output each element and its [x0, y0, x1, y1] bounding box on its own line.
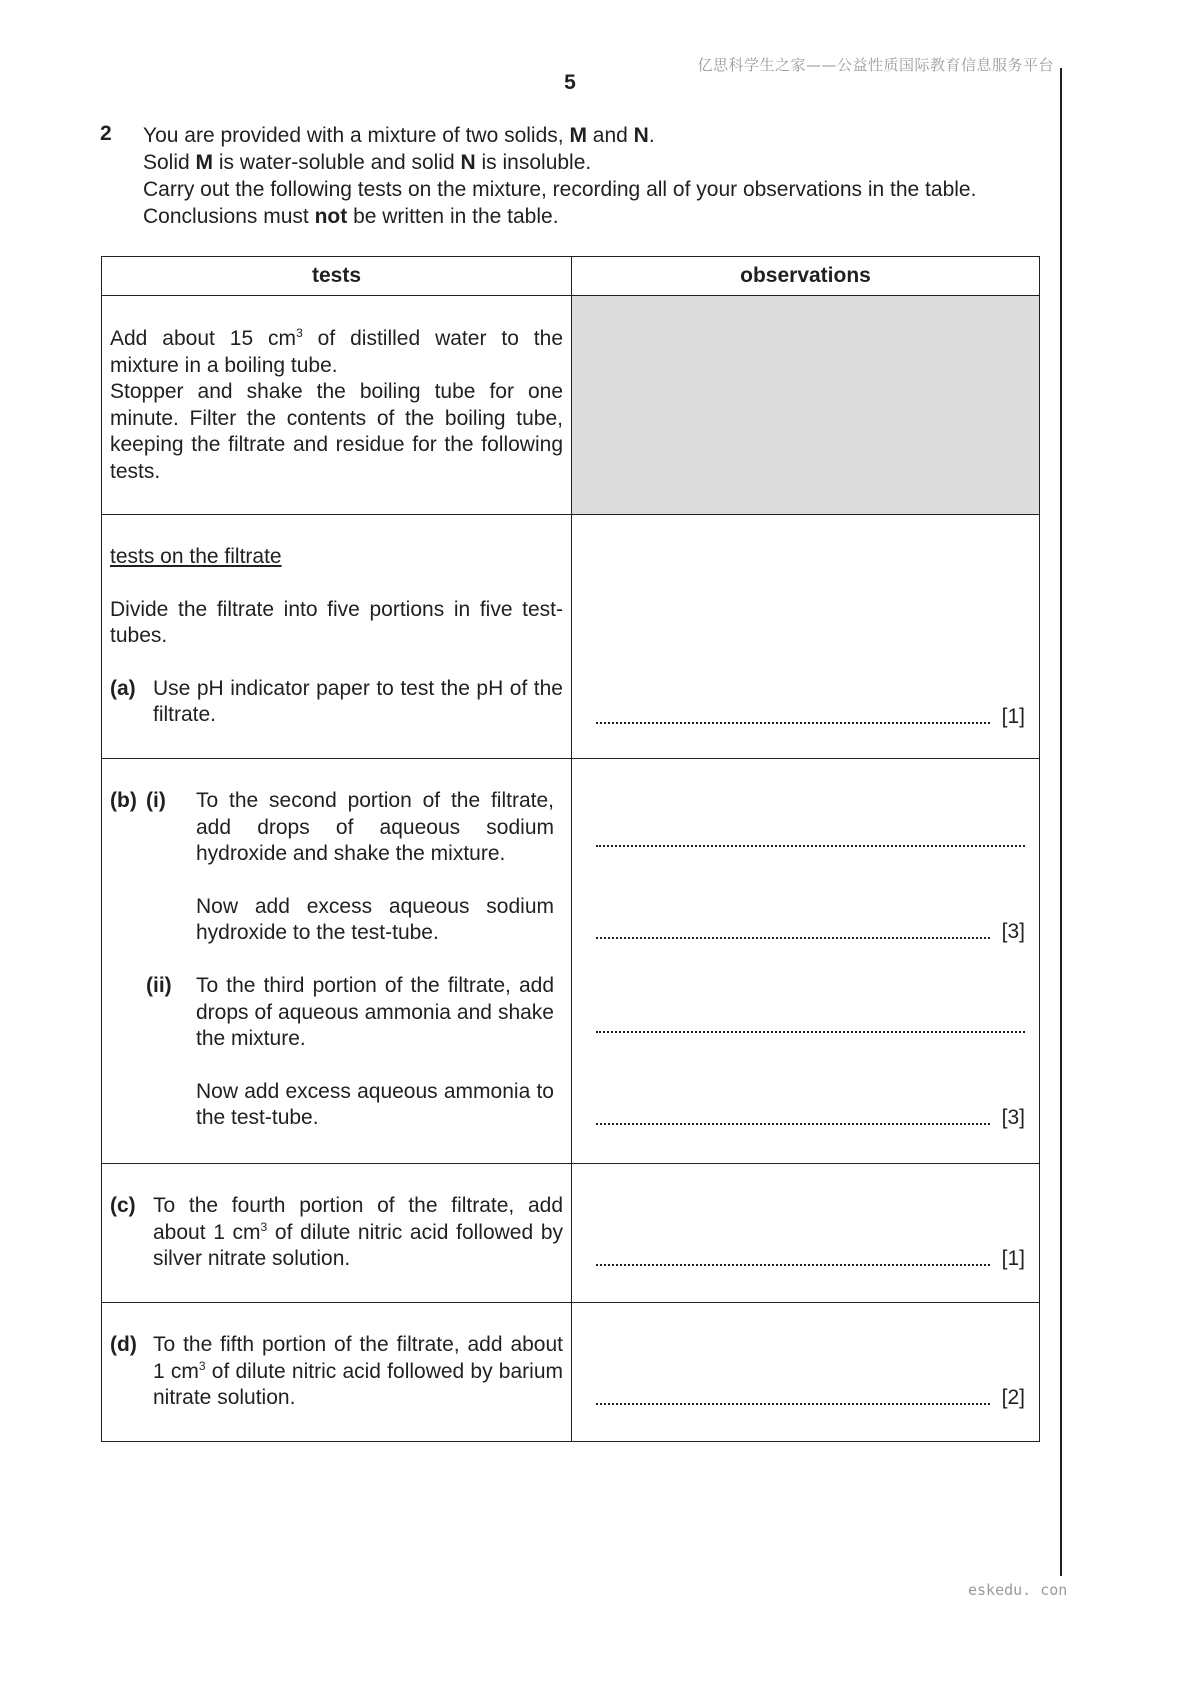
table-row	[102, 1164, 1040, 1303]
table-row	[102, 1303, 1040, 1442]
answer-line-b-ii-2[interactable]	[596, 1106, 1025, 1130]
margin-rule	[1060, 68, 1062, 1576]
test-cell-filtrate-a	[102, 515, 572, 759]
observations-table	[101, 256, 1040, 1442]
test-cell-dissolve: Add about 15 $cm^3$ of distilled water to the mixture in a boiling tube. Stopper and shake the boiling tube for one minute. Filter the contents of the boiling tube, keeping the filtrate and residue for the following tests.	[102, 296, 572, 515]
header-tests: tests	[102, 257, 572, 296]
answer-line-b-i-2[interactable]	[596, 920, 1025, 944]
test-d: (d) To the fifth portion of the filtrate, add about 1 $cm^3$ of dilute nitric acid followed by barium nitrate solution.	[110, 1333, 563, 1410]
question-number: 2	[100, 122, 112, 145]
test-a: (a) Use pH indicator paper to test the pH of the filtrate.	[110, 676, 563, 727]
test-c: (c) To the fourth portion of the filtrate, add about 1 $cm^3$ of dilute nitric acid followed by silver nitrate solution.	[110, 1194, 563, 1271]
observation-cell-a	[572, 515, 1040, 759]
observation-cell-c	[572, 1164, 1040, 1303]
table-row	[102, 515, 1040, 759]
intro-line-1: You are provided with a mixture of two solids, M and N.	[143, 124, 655, 147]
test-b-ii-part2: Now add excess aqueous ammonia to the test-tube.	[196, 1079, 554, 1130]
answer-line-b-ii-1[interactable]	[596, 1028, 1025, 1038]
answer-line-c[interactable]	[596, 1247, 1025, 1271]
answer-line-d[interactable]	[596, 1386, 1025, 1410]
observation-cell-d	[572, 1303, 1040, 1442]
observation-cell-b	[572, 759, 1040, 1164]
shaded-observation-cell	[572, 296, 1040, 515]
answer-line-b-i-1[interactable]	[596, 842, 1025, 852]
mark-a: [1]	[1001, 705, 1025, 728]
test-b-i-part1: (b) (i) To the second portion of the filtrate, add drops of aqueous sodium hydroxide and shake the mixture.	[110, 789, 554, 866]
intro-line-2: Solid M is water-soluble and solid N is insoluble.	[143, 151, 592, 174]
divide-instruction: Divide the filtrate into five portions in five test-tubes.	[110, 597, 563, 648]
test-b-ii-part1: (ii) To the third portion of the filtrate, add drops of aqueous ammonia and shake the mixture.	[146, 973, 554, 1051]
table-header-row	[102, 257, 1040, 296]
page-number: 5	[564, 71, 576, 94]
intro-line-3: Carry out the following tests on the mixture, recording all of your observations in the table.	[143, 178, 977, 201]
mark-b-i: [3]	[1001, 920, 1025, 943]
mark-b-ii: [3]	[1001, 1106, 1025, 1129]
test-cell-d	[102, 1303, 572, 1442]
test-b-i-part2: Now add excess aqueous sodium hydroxide to the test-tube.	[196, 894, 554, 945]
header-observations: observations	[572, 257, 1040, 296]
table-row	[102, 296, 1040, 515]
watermark-top: 亿思科学生之家——公益性质国际教育信息服务平台	[697, 56, 1054, 74]
test-cell-c	[102, 1164, 572, 1303]
section-heading-filtrate: tests on the filtrate	[110, 545, 282, 568]
mark-c: [1]	[1001, 1247, 1025, 1270]
answer-line-a[interactable]	[596, 705, 1025, 729]
intro-line-4: Conclusions must not be written in the table.	[143, 205, 559, 228]
mark-d: [2]	[1001, 1386, 1025, 1409]
watermark-bottom: eskedu. con	[968, 1581, 1068, 1599]
question-intro	[143, 122, 976, 230]
test-cell-b	[102, 759, 572, 1164]
table-row	[102, 759, 1040, 1164]
